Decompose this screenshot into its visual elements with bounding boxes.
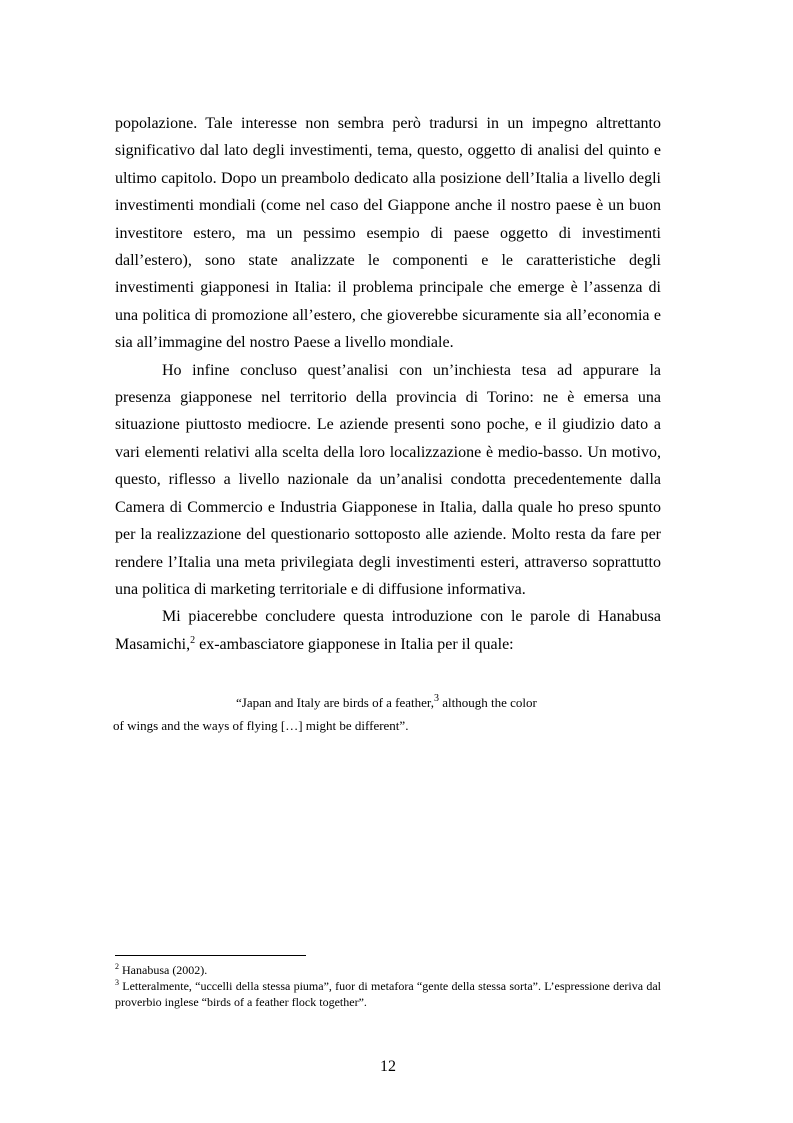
paragraph-3-text-before: Mi piacerebbe concludere questa introduzione con le parole di Hanabusa Masamichi, [115, 608, 661, 653]
paragraph-1: popolazione. Tale interesse non sembra però tradursi in un impegno altrettanto significativo dal lato degli investimenti, tema, questo, oggetto di analisi del quinto e ultimo capitolo. Dopo un preambolo dedicato alla posizione dell’Italia a livello degli investimenti mondiali (come nel caso del Giappone anche il nostro paese è un buon investitore estero, ma un pessimo esempio di paese oggetto di investimenti dall’estero), sono state analizzate le componenti e le caratteristiche degli investimenti giapponesi in Italia: il problema principale che emerge è l’assenza di una politica di promozione all’estero, che gioverebbe sicuramente sia all’economia e sia all’immagine del nostro Paese a livello mondiale. [115, 115, 661, 352]
quote-line-1 [113, 692, 661, 715]
footnote-text: Letteralmente, “uccelli della stessa piuma”, fuor di metafora “gente della stessa sorta”. L’espressione deriva dal proverbio inglese “birds of a feather flock together”. [115, 979, 661, 1009]
footnote-3 [115, 978, 661, 1010]
footnote-separator [115, 955, 306, 956]
footnote-text: Hanabusa (2002). [119, 963, 208, 977]
footnote-ref-2: 2 [190, 634, 196, 646]
footnote-2 [115, 962, 661, 978]
quote-line-2: of wings and the ways of flying […] might be different”. [113, 717, 409, 733]
quote-line-1-after: although the color [439, 695, 537, 710]
body-text [115, 110, 661, 658]
footnote-number: 3 [115, 978, 119, 987]
footnotes [115, 962, 661, 1010]
footnote-ref-3: 3 [434, 693, 439, 704]
paragraph-3-text-after: ex-ambasciatore giapponese in Italia per il quale: [195, 635, 514, 653]
quote-line-1-before: “Japan and Italy are birds of a feather, [236, 695, 434, 710]
page-number: 12 [380, 1058, 396, 1075]
footnote-number: 2 [115, 962, 119, 971]
block-quote [113, 692, 661, 737]
paragraph-3 [115, 603, 661, 658]
paragraph-2: Ho infine concluso quest’analisi con un’inchiesta tesa ad appurare la presenza giapponese nel territorio della provincia di Torino: ne è emersa una situazione piuttosto mediocre. Le aziende presenti sono poche, e il giudizio dato a vari elementi relativi alla scelta della loro localizzazione è medio-basso. Un motivo, questo, riflesso a livello nazionale da un’analisi condotta precedentemente dalla Camera di Commercio e Industria Giapponese in Italia, dalla quale ho preso spunto per la realizzazione del questionario sottoposto alle aziende. Molto resta da fare per rendere l’Italia una meta privilegiata degli investimenti esteri, attraverso soprattutto una politica di marketing territoriale e di diffusione informativa. [115, 361, 661, 598]
